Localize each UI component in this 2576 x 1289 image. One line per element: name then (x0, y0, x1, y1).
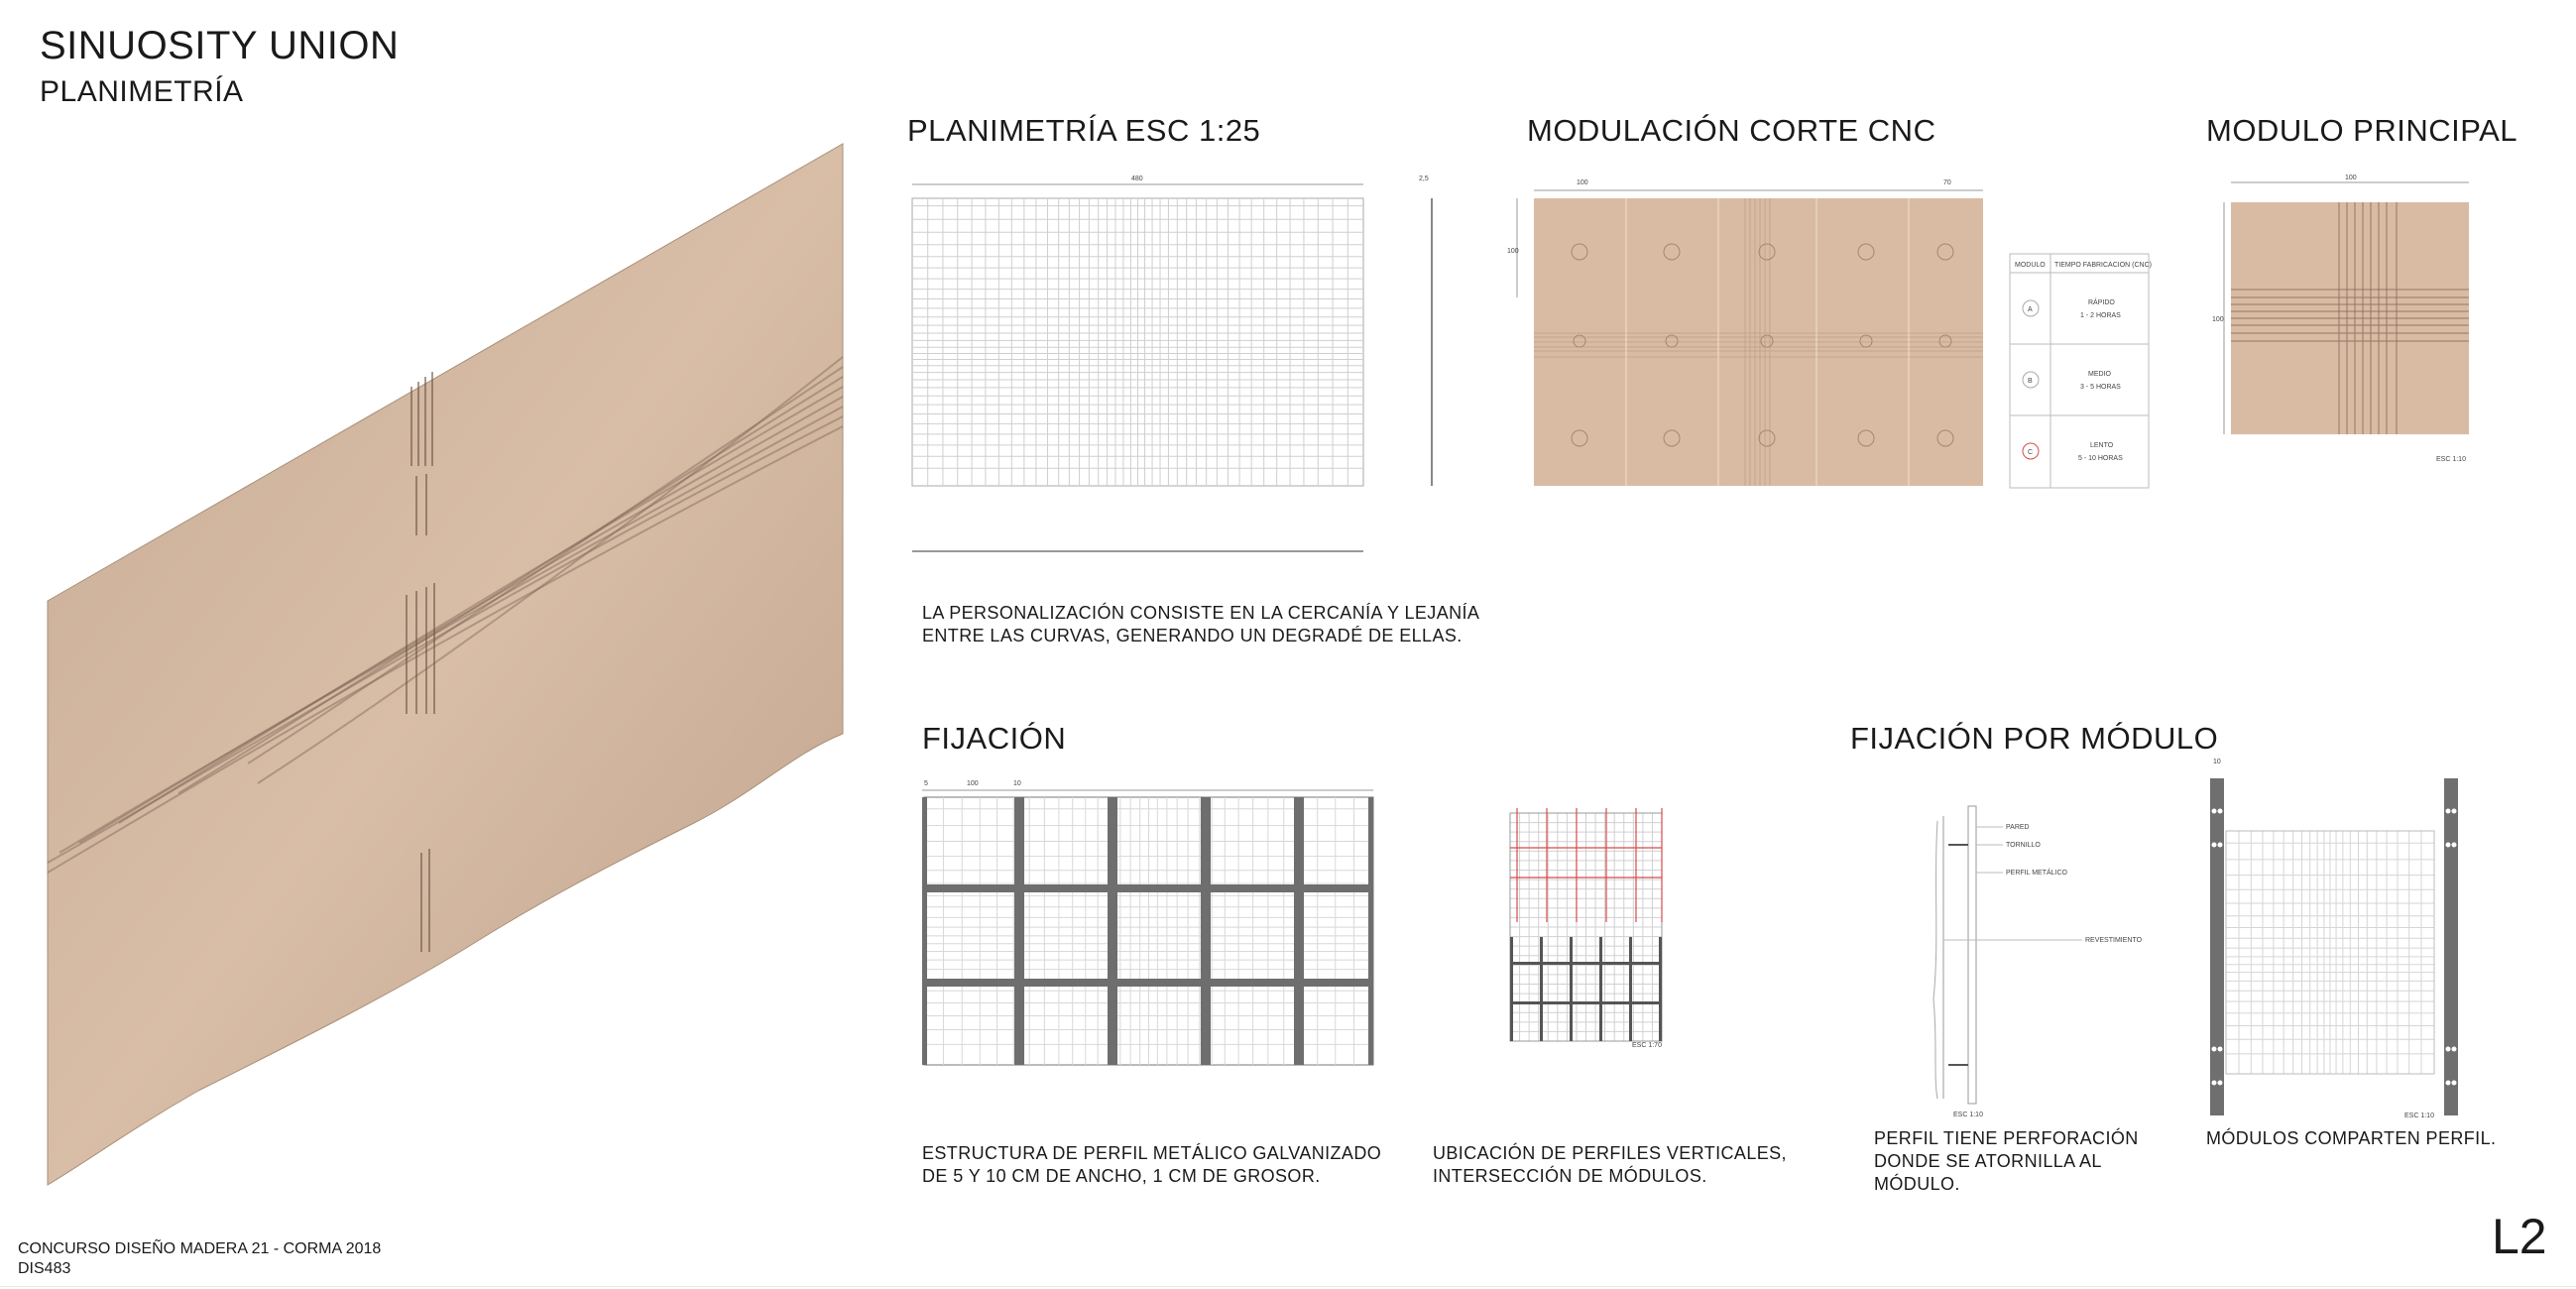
table-header-time: TIEMPO FABRICACION (CNC) (2054, 262, 2153, 269)
shared-profile-caption: MÓDULOS COMPARTEN PERFIL. (2206, 1128, 2497, 1148)
dim-b-label: 70 (1943, 179, 1951, 186)
dim-w-label: 100 (2345, 175, 2357, 181)
caption-line: ESTRUCTURA DE PERFIL METÁLICO GALVANIZADO (922, 1143, 1382, 1163)
planimetria-grid (907, 169, 1373, 496)
table-row-module: B (2028, 378, 2033, 385)
caption-line: ENTRE LAS CURVAS, GENERANDO UN DEGRADÉ DE ELLAS. (922, 626, 1463, 645)
table-row-speed: RÁPIDO (2088, 299, 2115, 306)
cnc-module-layout (1507, 169, 2003, 496)
vertical-profiles-diagram (1507, 803, 1676, 1051)
table-row-speed: LENTO (2090, 442, 2114, 449)
label-revestimiento: REVESTIMIENTO (2085, 937, 2143, 944)
sheet-number: L2 (2492, 1209, 2547, 1264)
planimetria-side-profile (1418, 169, 1448, 496)
table-row-speed: MEDIO (2088, 371, 2111, 378)
table-row-module: C (2028, 449, 2034, 456)
footer-credits (18, 1239, 381, 1279)
shared-profile-diagram (2206, 754, 2464, 1120)
table-row-module: A (2028, 306, 2033, 313)
page-subtitle: PLANIMETRÍA (40, 75, 244, 108)
dim-h-label: 100 (2212, 316, 2224, 323)
scale-label: ESC 1:10 (2404, 1113, 2434, 1119)
fixing-caption (1874, 1127, 2139, 1196)
dim-a-label: 100 (1577, 179, 1588, 186)
table-header-module: MODULO (2015, 262, 2046, 269)
dim-label: 100 (967, 780, 979, 787)
wood-panel-render (0, 0, 892, 1210)
dim-thickness-label: 2,5 (1419, 176, 1429, 182)
caption-line: DE 5 Y 10 CM DE ANCHO, 1 CM DE GROSOR. (922, 1166, 1321, 1186)
label-perfil: PERFIL METÁLICO (2006, 870, 2067, 877)
table-row-time: 1 - 2 HORAS (2080, 312, 2121, 319)
scale-label: ESC 1:70 (1632, 1042, 1662, 1049)
dim-label: 10 (2213, 759, 2221, 765)
section-title-fijacion-modulo: FIJACIÓN POR MÓDULO (1850, 721, 2219, 756)
table-row-time: 5 - 10 HORAS (2078, 455, 2123, 462)
planimetria-caption (922, 602, 1479, 647)
scale-label: ESC 1:10 (1953, 1112, 1983, 1118)
label-tornillo: TORNILLO (2006, 842, 2041, 849)
label-pared: PARED (2006, 824, 2030, 831)
dim-width-label: 480 (1131, 176, 1143, 182)
caption-line: INTERSECCIÓN DE MÓDULOS. (1433, 1166, 1707, 1186)
fijacion-caption (922, 1142, 1381, 1188)
dim-h-label: 100 (1507, 248, 1519, 255)
section-title-planimetria: PLANIMETRÍA ESC 1:25 (907, 113, 1261, 148)
section-title-modulacion: MODULACIÓN CORTE CNC (1527, 113, 1936, 148)
caption-line: UBICACIÓN DE PERFILES VERTICALES, (1433, 1143, 1787, 1163)
cnc-time-table (2009, 253, 2153, 491)
table-row-time: 3 - 5 HORAS (2080, 384, 2121, 391)
fijacion-structure (922, 775, 1378, 1083)
fixing-section-detail (1924, 801, 2152, 1128)
page-bottom-rule (0, 1286, 2576, 1287)
planimetria-bottom-profile (892, 543, 1368, 563)
footer-line: CONCURSO DISEÑO MADERA 21 - CORMA 2018 (18, 1240, 382, 1257)
scale-label: ESC 1:10 (2436, 456, 2466, 463)
page-title: SINUOSITY UNION (40, 24, 400, 67)
section-title-modulo-principal: MODULO PRINCIPAL (2206, 113, 2518, 148)
caption-line: PERFIL TIENE PERFORACIÓN (1874, 1128, 2139, 1148)
main-module-render (2206, 169, 2504, 466)
vertical-profiles-caption (1433, 1142, 1787, 1188)
dim-label: 10 (1013, 780, 1021, 787)
footer-line: DIS483 (18, 1260, 71, 1277)
caption-line: DONDE SE ATORNILLA AL (1874, 1151, 2102, 1171)
dim-label: 5 (924, 780, 928, 787)
wood-panel-surface (48, 144, 843, 1185)
caption-line: MÓDULO. (1874, 1174, 1960, 1194)
caption-line: LA PERSONALIZACIÓN CONSISTE EN LA CERCANÍA Y LEJANÍA (922, 603, 1480, 623)
section-title-fijacion: FIJACIÓN (922, 721, 1067, 756)
